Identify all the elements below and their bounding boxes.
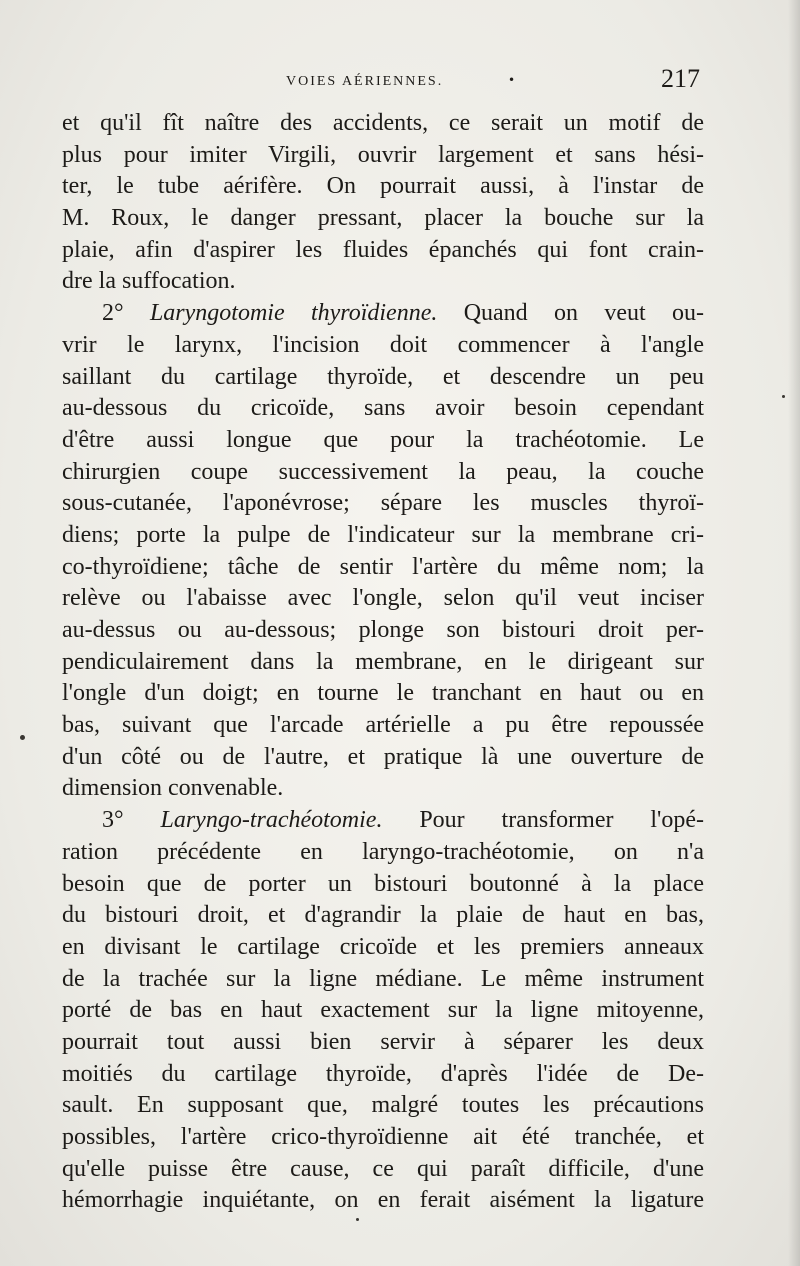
text-line: M. Roux, le danger pressant, placer la bouche sur la <box>62 205 704 232</box>
text-line: possibles, l'artère crico-thyroïdienne ait été tranchée, et <box>62 1124 704 1150</box>
running-head-bullet: • <box>508 73 516 87</box>
paper-speck <box>782 395 785 398</box>
section-title: Laryngotomie thyroïdienne. <box>149 300 438 327</box>
text-line: besoin que de porter un bistouri boutonné à la place <box>62 870 704 897</box>
text-line: relève ou l'abaisse avec l'ongle, selon qu'il veut inciser <box>62 585 704 612</box>
text-line: Quand on veut ou- <box>437 300 704 327</box>
text-line: d'un côté ou de l'autre, et pratique là une ouverture de <box>62 743 704 770</box>
text-line: pourrait tout aussi bien servir à séparer les deux <box>62 1028 704 1055</box>
text-line: et qu'il fît naître des accidents, ce serait un motif de <box>62 110 704 136</box>
running-head-title: VOIES AÉRIENNES. <box>286 74 444 89</box>
text-line: dimension convenable. <box>62 775 284 802</box>
section-title: Laryngo-trachéotomie. <box>160 807 383 834</box>
text-line: qu'elle puisse être cause, ce qui paraît difficile, d'une <box>62 1155 704 1182</box>
text-line: chirurgien coupe successivement la peau, la couche <box>62 458 704 485</box>
text-line: au-dessous du cricoïde, sans avoir besoin cependant <box>62 395 704 422</box>
section-heading-line <box>62 298 704 330</box>
text-line: moitiés du cartilage thyroïde, d'après l'idée de De- <box>62 1060 704 1087</box>
text-line: au-dessus ou au-dessous; plonge son bistouri droit per- <box>62 617 704 643</box>
paper-speck <box>356 1218 359 1221</box>
text-line: sous-cutanée, l'aponévrose; sépare les muscles thyroï- <box>62 490 704 517</box>
text-line: d'être aussi longue que pour la trachéotomie. Le <box>62 426 704 453</box>
text-line: bas, suivant que l'arcade artérielle a pu être repoussée <box>62 712 704 739</box>
text-line: vrir le larynx, l'incision doit commencer à l'angle <box>62 331 704 358</box>
text-line: porté de bas en haut exactement sur la ligne mitoyenne, <box>62 997 704 1024</box>
section-heading-line <box>62 805 704 837</box>
text-line: diens; porte la pulpe de l'indicateur sur la membrane cri- <box>62 521 704 548</box>
page-number: 217 <box>661 64 700 93</box>
text-line: co-thyroïdiene; tâche de sentir l'artère du même nom; la <box>62 553 704 580</box>
text-line: du bistouri droit, et d'agrandir la plaie de haut en bas, <box>62 902 704 929</box>
text-line: plus pour imiter Virgili, ouvrir largement et sans hési- <box>62 141 704 168</box>
text-line: l'ongle d'un doigt; en tourne le tranchant en haut ou en <box>62 680 704 707</box>
text-line: sault. En supposant que, malgré toutes les précautions <box>62 1092 704 1119</box>
body-text <box>62 108 704 1217</box>
text-line: de la trachée sur la ligne médiane. Le même instrument <box>62 965 704 992</box>
text-line: hémorrhagie inquiétante, on en ferait aisément la ligature <box>62 1187 704 1214</box>
section-number: 2° <box>102 300 124 327</box>
text-line: ration précédente en laryngo-trachéotomie, on n'a <box>62 838 704 865</box>
page-edge-shadow <box>788 0 800 1266</box>
text-line: plaie, afin d'aspirer les fluides épanchés qui font crain- <box>62 236 704 263</box>
section-number: 3° <box>102 807 124 834</box>
text-line: ter, le tube aérifère. On pourrait aussi, à l'instar de <box>62 173 704 200</box>
running-head <box>60 64 712 98</box>
text-line: Pour transformer l'opé- <box>382 807 704 834</box>
text-line: dre la suffocation. <box>62 268 236 295</box>
text-line: en divisant le cartilage cricoïde et les premiers anneaux <box>62 933 704 960</box>
text-line: pendiculairement dans la membrane, en le dirigeant sur <box>62 648 704 675</box>
text-line: saillant du cartilage thyroïde, et descendre un peu <box>62 363 704 390</box>
paper-speck <box>20 735 25 740</box>
